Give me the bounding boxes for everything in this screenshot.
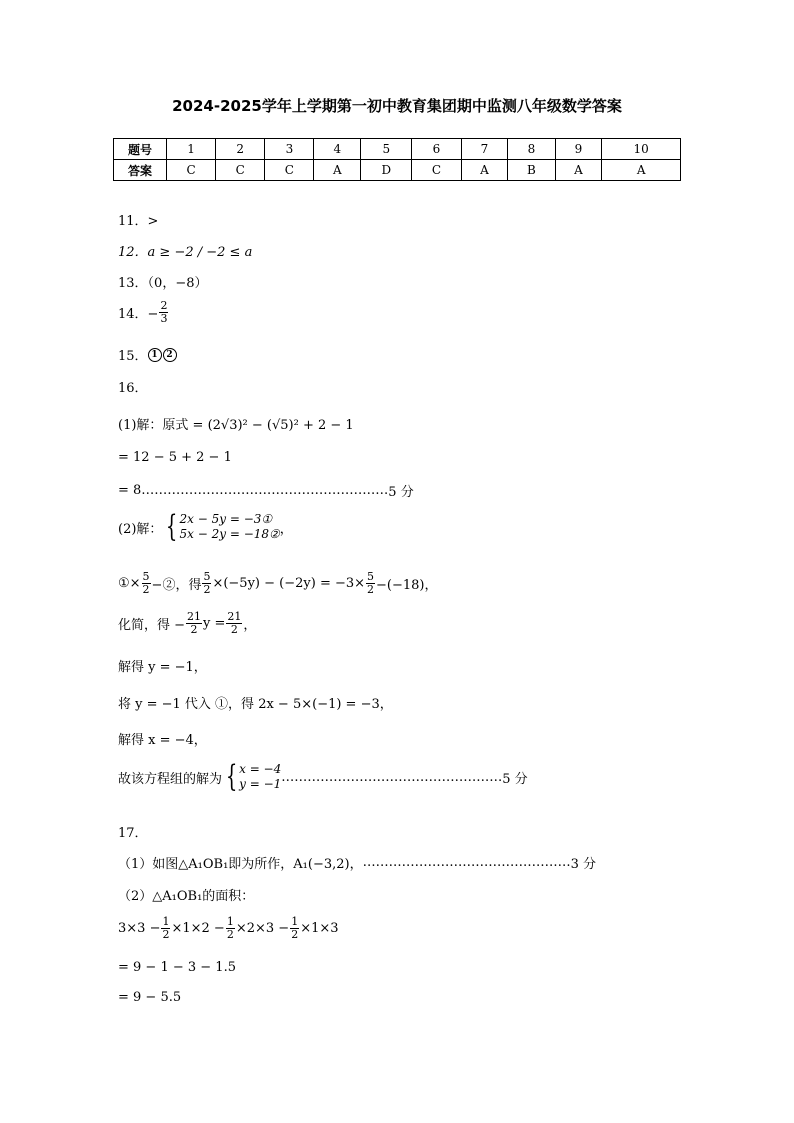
fraction-denominator: 2 (291, 928, 299, 941)
step1-part-b: −②，得 (151, 578, 202, 593)
table-cell: 9 (555, 139, 602, 160)
answer-16-part1-line1: (1)解：原式 = (2√3)² − (√5)² + 2 − 1 (118, 418, 354, 433)
answer-17-label: 17． (118, 826, 148, 841)
answer-16-step5: 解得 x = −4， (118, 733, 207, 748)
table-cell: 8 (508, 139, 555, 160)
solution-x: x = −4 (239, 762, 282, 776)
table-cell: 5 (361, 139, 412, 160)
equation-2: 5x − 2y = −18② (179, 527, 280, 541)
answer-16-step1 (118, 571, 438, 596)
calc-part-d: ×1×3 (300, 921, 339, 936)
answer-15 (118, 345, 178, 364)
answer-16-part1-line2: = 12 − 5 + 2 − 1 (118, 450, 232, 465)
answer-table (113, 138, 681, 181)
fraction (226, 916, 235, 941)
answer-16-conclusion (118, 759, 528, 794)
fraction (290, 916, 299, 941)
calc-part-c: ×2×3 − (235, 921, 290, 936)
answer-11: 11．> (118, 214, 159, 229)
answer-16-part2-system (118, 509, 293, 544)
answer-14-prefix: 14．− (118, 307, 159, 322)
table-cell: 4 (314, 139, 361, 160)
table-cell: 10 (602, 139, 681, 160)
fraction (161, 916, 170, 941)
fraction-denominator: 2 (162, 928, 170, 941)
table-cell: A (602, 160, 681, 181)
left-brace: { (225, 759, 238, 794)
step2-part-c: ， (243, 618, 257, 633)
step1-part-a: ①× (118, 576, 141, 591)
fraction (142, 571, 151, 596)
table-cell: D (361, 160, 412, 181)
part1-text: （1）如图△A₁OB₁即为所作，A₁(−3,2)， (118, 857, 363, 872)
fraction-denominator: 2 (367, 583, 375, 596)
table-cell: 3 (265, 139, 314, 160)
equation-system (180, 512, 280, 542)
score-label: 3 分 (570, 857, 597, 872)
answer-17-part2: （2）△A₁OB₁的面积： (118, 889, 255, 904)
table-cell: C (216, 160, 265, 181)
fraction-numerator: 1 (226, 915, 234, 928)
answer-17-calc2: = 9 − 1 − 3 − 1.5 (118, 960, 236, 975)
trailing-comma: ， (279, 521, 293, 537)
fraction (186, 611, 202, 636)
table-header-answer: 答案 (114, 160, 167, 181)
circled-number-2: 2 (163, 348, 177, 362)
dot-leader: …………………………………………… (281, 769, 503, 785)
fraction-denominator: 2 (190, 623, 198, 636)
table-row-answers (114, 160, 681, 181)
fraction (159, 300, 168, 325)
table-cell: C (167, 160, 216, 181)
fraction-numerator: 2 (160, 299, 168, 312)
answer-16-step2 (118, 611, 256, 636)
table-cell: 1 (167, 139, 216, 160)
table-cell: B (508, 160, 555, 181)
fraction-denominator: 2 (142, 583, 150, 596)
page-title: 2024-2025学年上学期第一初中教育集团期中监测八年级数学答案 (172, 97, 622, 115)
step2-part-b: y = (203, 616, 226, 631)
table-cell: 7 (461, 139, 508, 160)
solution-y: y = −1 (239, 777, 282, 791)
left-brace: { (166, 509, 178, 544)
answer-16-step4: 将 y = −1 代入 ①，得 2x − 5×(−1) = −3， (118, 697, 393, 712)
score-label: 5 分 (388, 485, 414, 500)
step1-part-d: −(−18)， (376, 578, 438, 593)
fraction (366, 571, 375, 596)
table-cell: 2 (216, 139, 265, 160)
fraction-denominator: 2 (226, 928, 234, 941)
solution-system (239, 762, 281, 792)
part2-prefix: (2)解： (118, 521, 163, 537)
table-cell: 6 (412, 139, 461, 160)
result-value: = 8 (118, 483, 142, 498)
answer-17-calc1 (118, 916, 339, 941)
fraction-numerator: 1 (291, 915, 299, 928)
fraction-numerator: 21 (227, 610, 242, 623)
dot-leader: ………………………………………………… (141, 483, 389, 498)
calc-part-b: ×1×2 − (171, 921, 225, 936)
table-cell: A (555, 160, 602, 181)
fraction (226, 611, 242, 636)
table-cell: C (265, 160, 314, 181)
calc-part-a: 3×3 − (118, 921, 161, 936)
answer-16-part1-line3 (118, 481, 414, 500)
fraction-numerator: 5 (142, 570, 150, 583)
table-cell: A (314, 160, 361, 181)
fraction-denominator: 3 (160, 312, 168, 325)
table-cell: A (461, 160, 508, 181)
fraction-numerator: 1 (162, 915, 170, 928)
fraction (202, 571, 211, 596)
dot-leader: ………………………………………… (362, 855, 571, 870)
step1-part-c: ×(−5y) − (−2y) = −3× (212, 576, 366, 591)
fraction-numerator: 5 (367, 570, 375, 583)
answer-17-calc3: = 9 − 5.5 (118, 990, 182, 1005)
table-cell: C (412, 160, 461, 181)
score-label: 5 分 (502, 771, 528, 787)
equation-1: 2x − 5y = −3① (179, 512, 273, 526)
answer-16-step3: 解得 y = −1， (118, 660, 207, 675)
answer-12: 12．a ≥ −2 / −2 ≤ a (118, 245, 253, 260)
table-row-numbers (114, 139, 681, 160)
answer-14 (118, 300, 169, 325)
answer-16-label: 16． (118, 381, 148, 396)
answer-13: 13．（0，−8） (118, 276, 208, 291)
answer-15-prefix: 15． (118, 349, 148, 364)
conclusion-text: 故该方程组的解为 (118, 771, 223, 787)
step2-part-a: 化简，得 − (118, 618, 186, 633)
fraction-numerator: 21 (187, 610, 202, 623)
fraction-numerator: 5 (203, 570, 211, 583)
table-header-question-number: 题号 (114, 139, 167, 160)
fraction-denominator: 2 (203, 583, 211, 596)
fraction-denominator: 2 (230, 623, 238, 636)
circled-number-1: 1 (148, 348, 162, 362)
answer-17-part1 (118, 853, 596, 872)
